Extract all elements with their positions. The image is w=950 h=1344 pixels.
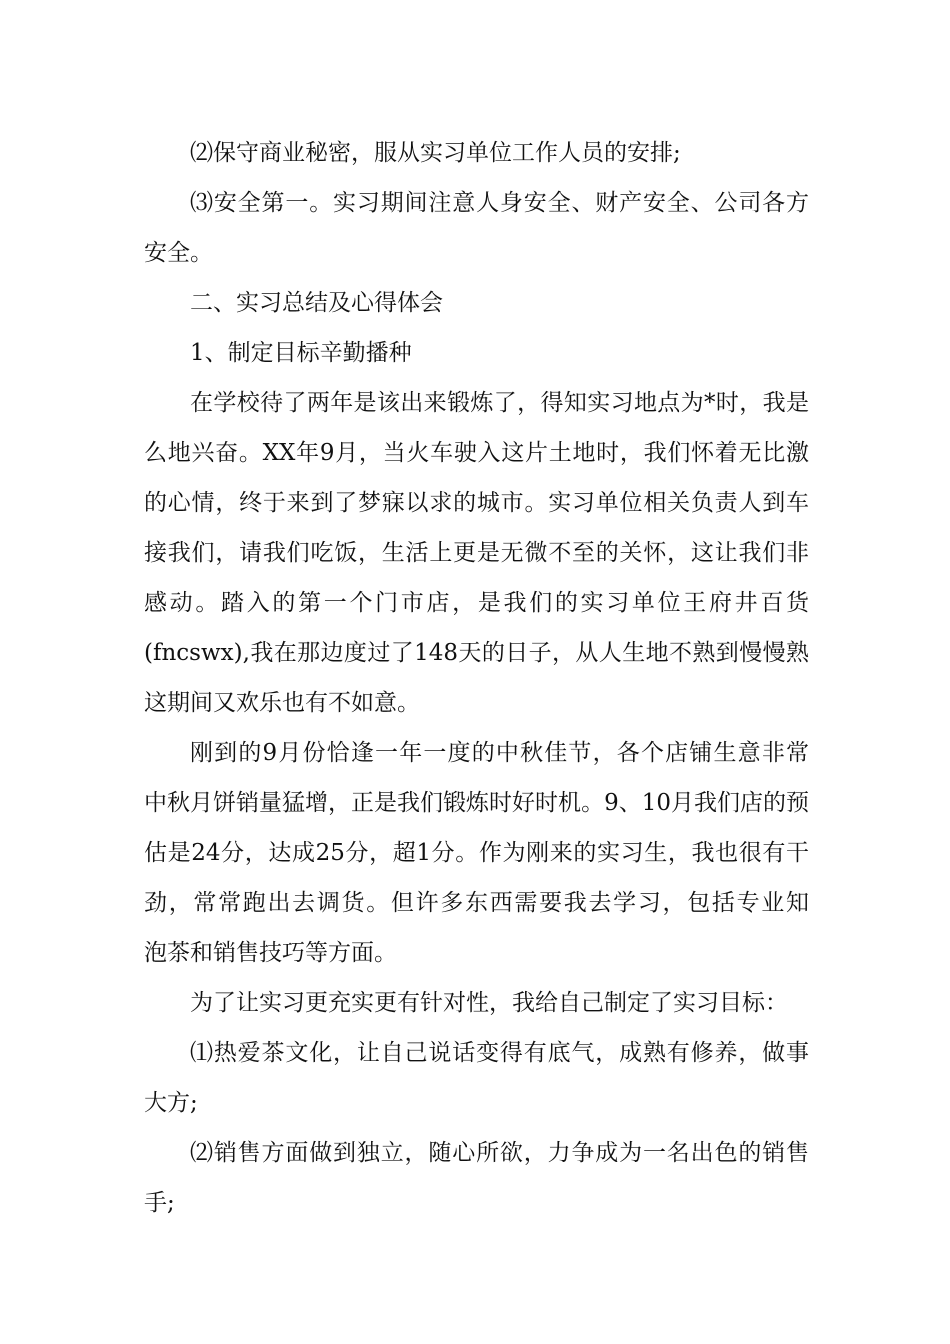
paragraph-line: ⑵保守商业秘密，服从实习单位工作人员的安排; — [190, 140, 681, 166]
list-item-line: 大方; — [144, 1090, 198, 1116]
paragraph-line: (fncswx),我在那边度过了148天的日子，从人生地不熟到慢慢熟 — [144, 640, 809, 666]
paragraph-line: 劲，常常跑出去调货。但许多东西需要我去学习，包括专业知 — [144, 890, 809, 916]
paragraph-line: 估是24分，达成25分，超1分。作为刚来的实习生，我也很有干 — [144, 840, 809, 866]
list-item-line: ⑵销售方面做到独立，随心所欲，力争成为一名出色的销售 — [190, 1140, 809, 1166]
paragraph-line: 刚到的9月份恰逢一年一度的中秋佳节，各个店铺生意非常 — [190, 740, 809, 766]
paragraph-line: 安全。 — [144, 240, 213, 266]
list-item-line: ⑴热爱茶文化，让自己说话变得有底气，成熟有修养，做事 — [190, 1040, 809, 1066]
paragraph-line: 的心情，终于来到了梦寐以求的城市。实习单位相关负责人到车 — [144, 490, 809, 516]
paragraph-line: 么地兴奋。XX年9月，当火车驶入这片土地时，我们怀着无比激 — [144, 440, 809, 466]
paragraph-line: 接我们，请我们吃饭，生活上更是无微不至的关怀，这让我们非 — [144, 540, 809, 566]
paragraph-line: 为了让实习更充实更有针对性，我给自己制定了实习目标： — [190, 990, 788, 1016]
list-item-line: 手; — [144, 1190, 175, 1216]
paragraph-line: 感动。踏入的第一个门市店，是我们的实习单位王府井百货 — [144, 590, 809, 616]
paragraph-line: 中秋月饼销量猛增，正是我们锻炼时好时机。9、10月我们店的预 — [144, 790, 809, 816]
paragraph-line: 这期间又欢乐也有不如意。 — [144, 690, 420, 716]
paragraph-line: 泡茶和销售技巧等方面。 — [144, 940, 397, 966]
subsection-heading: 1、制定目标辛勤播种 — [190, 340, 412, 366]
document-body — [144, 128, 809, 1228]
paragraph-line: 在学校待了两年是该出来锻炼了，得知实习地点为*时，我是 — [190, 390, 809, 416]
section-heading: 二、实习总结及心得体会 — [190, 290, 443, 316]
paragraph-line: ⑶安全第一。实习期间注意人身安全、财产安全、公司各方 — [190, 190, 809, 216]
